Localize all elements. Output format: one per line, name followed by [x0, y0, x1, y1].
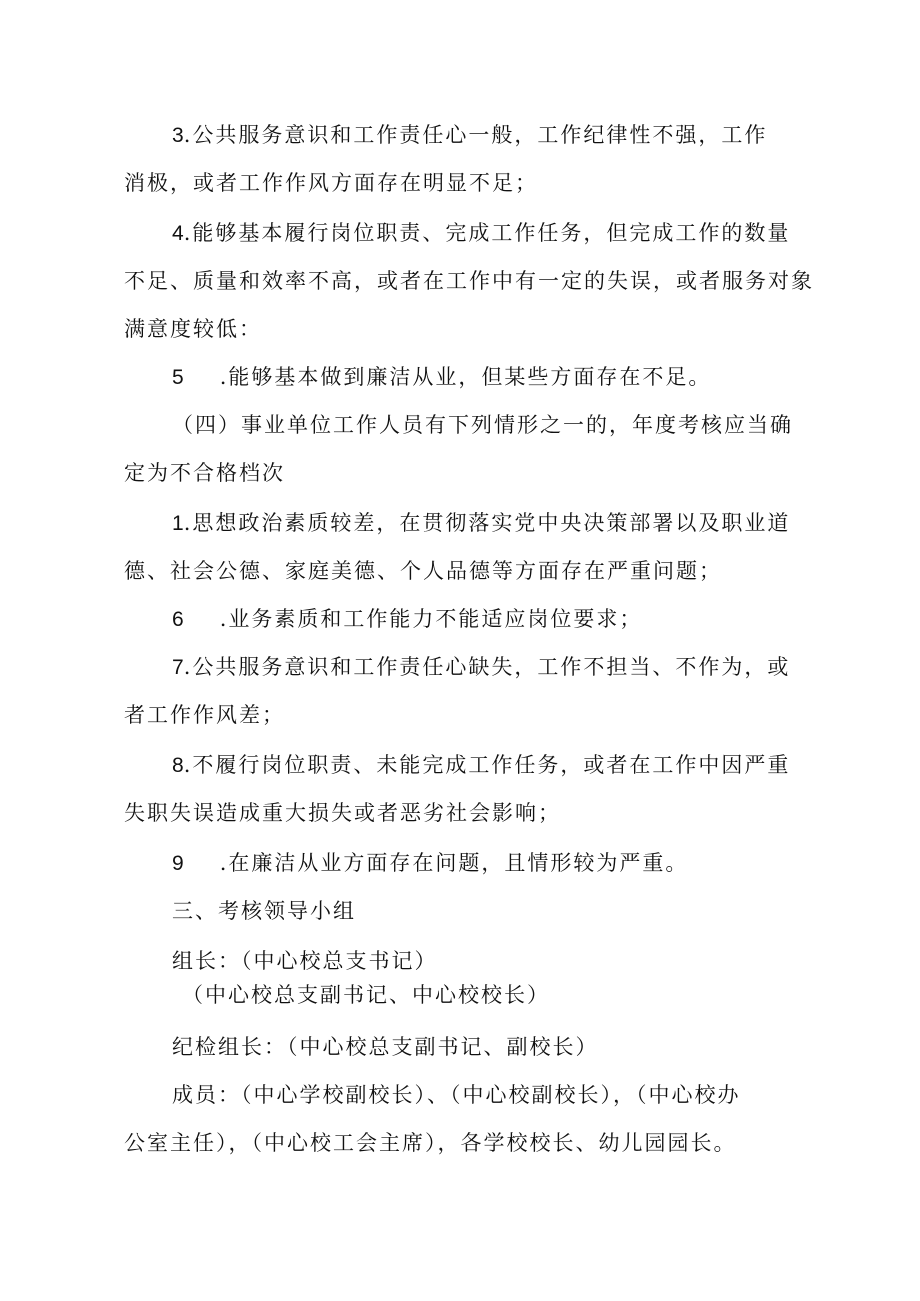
paragraph-line: 消极，或者工作作风方面存在明显不足；	[124, 171, 538, 195]
paragraph-text: .思想政治素质较差，在贯彻落实党中央决策部署以及职业道	[183, 511, 791, 535]
group-leader-line: 组长：（中心校总支书记）	[172, 949, 438, 973]
paragraph-line: 不足、质量和效率不高，或者在工作中有一定的失误，或者服务对象	[124, 269, 814, 293]
paragraph-line: 满意度较低：	[124, 317, 262, 341]
paragraph-line	[172, 604, 642, 635]
paragraph-line: 者工作作风差；	[124, 703, 285, 727]
paragraph-text: .公共服务意识和工作责任心缺失，工作不担当、不作为，或	[183, 655, 791, 679]
paragraph-line: 定为不合格档次	[124, 461, 285, 485]
paragraph-line: 失职失误造成重大损失或者恶劣社会影响；	[124, 801, 561, 825]
item-number: 6	[172, 608, 184, 631]
item-number: 9	[172, 852, 184, 875]
discipline-leader-line: 纪检组长：（中心校总支副书记、副校长）	[172, 1035, 599, 1059]
paragraph-text: .公共服务意识和工作责任心一般，工作纪律性不强，工作	[183, 123, 768, 147]
paragraph-text: .能够基本履行岗位职责、完成工作任务，但完成工作的数量	[183, 221, 791, 245]
paragraph-line	[172, 120, 767, 151]
paragraph-line	[172, 848, 688, 879]
item-number: 7	[172, 656, 184, 679]
paragraph-line: 德、社会公德、家庭美德、个人品德等方面存在严重问题；	[124, 559, 722, 583]
paragraph-line	[172, 750, 790, 781]
members-line: 公室主任），（中心校工会主席），各学校校长、幼儿园园长。	[124, 1131, 737, 1155]
paragraph-text: .业务素质和工作能力不能适应岗位要求；	[219, 607, 643, 631]
deputy-leader-line: （中心校总支副书记、中心校校长）	[182, 983, 550, 1007]
paragraph-text: .在廉洁从业方面存在问题，且情形较为严重。	[219, 851, 689, 875]
paragraph-line	[172, 218, 790, 249]
paragraph-line	[172, 508, 790, 539]
members-line: 成员：（中心学校副校长）、（中心校副校长），（中心校办	[172, 1083, 741, 1107]
item-number: 3	[172, 124, 184, 147]
section-heading: 三、考核领导小组	[172, 899, 356, 923]
paragraph-text: .不履行岗位职责、未能完成工作任务，或者在工作中因严重	[183, 753, 791, 777]
section-heading: （四）事业单位工作人员有下列情形之一的，年度考核应当确	[172, 413, 793, 437]
item-number: 1	[172, 512, 184, 535]
paragraph-text: .能够基本做到廉洁从业，但某些方面存在不足。	[219, 365, 712, 389]
item-number: 8	[172, 754, 184, 777]
item-number: 4	[172, 222, 184, 245]
item-number: 5	[172, 366, 184, 389]
paragraph-line	[172, 652, 790, 683]
paragraph-line	[172, 362, 711, 393]
